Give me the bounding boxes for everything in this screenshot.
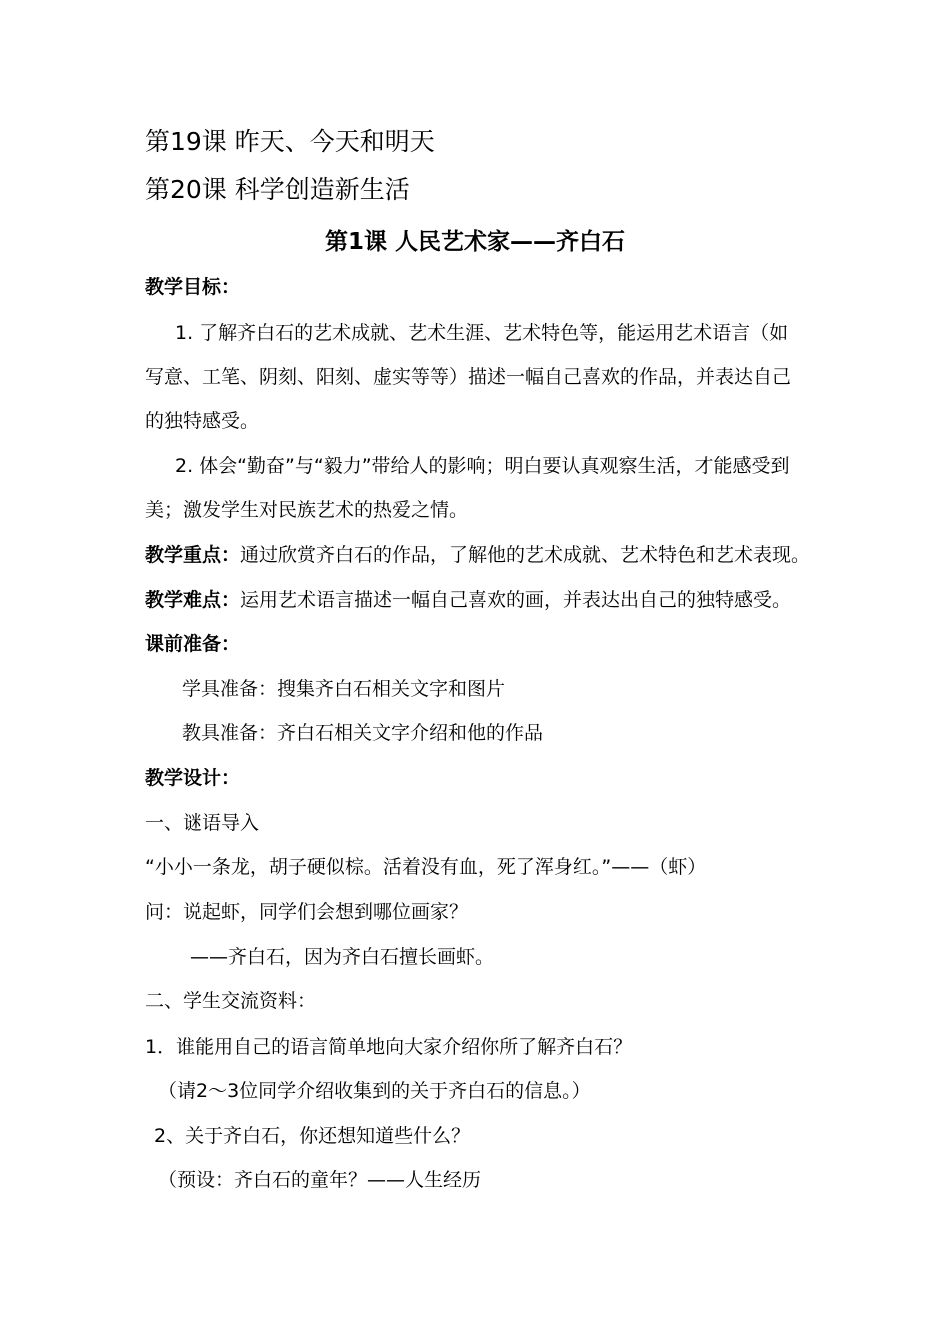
toc-lesson-20: 第20课 科学创造新生活 <box>145 175 410 204</box>
key-point-paragraph <box>145 542 810 568</box>
difficulty-label: 教学难点： <box>145 589 241 611</box>
objective-2-line-2: 美；激发学生对民族艺术的热爱之情。 <box>145 499 469 521</box>
discussion-item-1-note: （请2～3位同学介绍收集到的关于齐白石的信息。） <box>158 1080 591 1102</box>
objective-1-line-3: 的独特感受。 <box>145 410 260 432</box>
design-label: 教学设计： <box>145 767 241 789</box>
objective-1-line-1: 1. 了解齐白石的艺术成就、艺术生涯、艺术特色等，能运用艺术语言（如 <box>175 322 789 344</box>
objective-1-line-2: 写意、工笔、阴刻、阳刻、虚实等等）描述一幅自己喜欢的作品，并表达自己 <box>145 366 792 388</box>
riddle-text: “小小一条龙，胡子硬似棕。活着没有血，死了浑身红。”——（虾） <box>145 856 707 878</box>
design-section-1: 一、谜语导入 <box>145 812 260 834</box>
key-point-label: 教学重点： <box>145 544 241 566</box>
question-text: 问：说起虾，同学们会想到哪位画家？ <box>145 901 469 923</box>
discussion-item-1: 1．谁能用自己的语言简单地向大家介绍你所了解齐白石？ <box>145 1036 633 1058</box>
difficulty-text: 运用艺术语言描述一幅自己喜欢的画，并表达出自己的独特感受。 <box>240 589 792 611</box>
objective-2-line-1: 2. 体会“勤奋”与“毅力”带给人的影响；明白要认真观察生活，才能感受到 <box>175 455 790 477</box>
difficulty-paragraph <box>145 587 791 613</box>
answer-text: ——齐白石，因为齐白石擅长画虾。 <box>190 946 495 968</box>
preparation-student: 学具准备：搜集齐白石相关文字和图片 <box>182 678 506 700</box>
discussion-item-2-note: （预设：齐白石的童年？——人生经历 <box>158 1169 482 1191</box>
design-section-2: 二、学生交流资料： <box>145 990 317 1012</box>
discussion-item-2: 2、关于齐白石，你还想知道些什么？ <box>154 1125 471 1147</box>
objectives-label: 教学目标： <box>145 276 241 298</box>
lesson-title: 第1课 人民艺术家——齐白石 <box>324 229 625 255</box>
preparation-teacher: 教具准备：齐白石相关文字介绍和他的作品 <box>182 722 544 744</box>
toc-lesson-19: 第19课 昨天、今天和明天 <box>145 127 435 156</box>
key-point-text: 通过欣赏齐白石的作品，了解他的艺术成就、艺术特色和艺术表现。 <box>240 544 811 566</box>
preparation-label: 课前准备： <box>145 633 241 655</box>
